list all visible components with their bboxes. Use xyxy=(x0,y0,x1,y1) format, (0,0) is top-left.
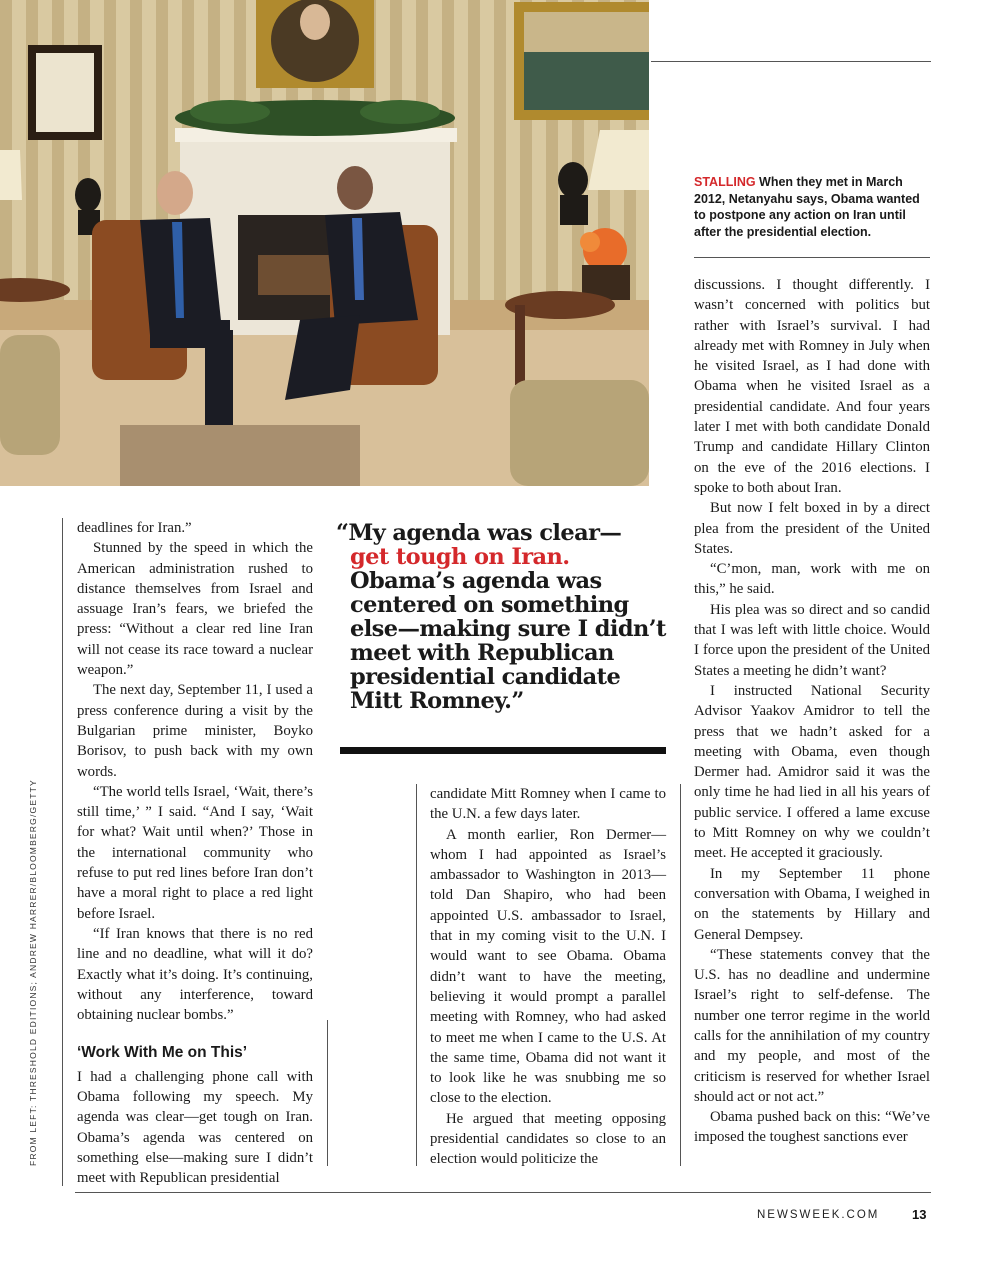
section-subhead: ‘Work With Me on This’ xyxy=(77,1044,248,1062)
paragraph: A month earlier, Ron Dermer—whom I had appointed as Israel’s ambassador to Washington in 2013—told Dan Shapiro, who had been appointed U.S. ambassador to Israel, that in my coming visit to the U.N. I would want to see Obama. Obama didn’t want to have the meeting, believing it would prompt a parallel meeting with Romney, who had asked to meet me when I came to the U.S. At the same time, Obama did not want it to look like he was snubbing me so close to the election. xyxy=(430,826,666,1107)
top-rule xyxy=(651,61,931,62)
paragraph: But now I felt boxed in by a direct plea from the president of the United States. xyxy=(694,500,930,557)
pull-quote xyxy=(336,521,666,713)
paragraph: He argued that meeting opposing presidential candidates so close to an election would politicize the xyxy=(430,1110,666,1168)
pull-quote-line: Obama’s agenda was centered on something else—making sure I didn’t meet with Republican presidential candidate Mitt Romney.” xyxy=(350,568,666,714)
column-divider xyxy=(680,784,681,1166)
article-column-3 xyxy=(694,275,930,1148)
paragraph: I had a challenging phone call with Obama following my speech. My agenda was clear—get tough on Iran. Obama’s agenda was centered on something else—making sure I didn’t meet with Republican presidential xyxy=(77,1068,313,1187)
article-column-2 xyxy=(430,784,666,1170)
oval-office-photo xyxy=(0,0,649,486)
paragraph: Stunned by the speed in which the American administration rushed to distance themselves from Israel and assuage Iran’s fears, we briefed the press: “Without a clear red line Iran will not cease its race toward a nuclear weapon.” xyxy=(77,540,313,679)
photo-credit: FROM LEFT: THRESHOLD EDITIONS; ANDREW HARRER/BLOOMBERG/GETTY xyxy=(28,779,38,1166)
footer-site-name: NEWSWEEK.COM xyxy=(757,1209,880,1221)
paragraph: Obama pushed back on this: “We’ve imposed the toughest sanctions ever xyxy=(694,1109,930,1146)
pull-quote-highlight: get tough on Iran. xyxy=(350,544,570,570)
paragraph: “The world tells Israel, ‘Wait, there’s still time,’ ” I said. “And I say, ‘Wait for what? Wait until when?’ Those in the international community who refuse to put red lines before Iran don’t have a moral right to place a red light before Israel. xyxy=(77,783,313,922)
photo-caption xyxy=(694,174,930,240)
paragraph: I instructed National Security Advisor Yaakov Amidror to tell the press that we hadn’t asked for a meeting with Obama, even though Dermer had. Amidror said it was the only time he had lied in all his years of public service. I offered a lame excuse to Mitt Romney on why we couldn’t meet. He accepted it graciously. xyxy=(694,682,930,862)
caption-text: When they met in March 2012, Netanyahu says, Obama wanted to postpone any action on Iran until after the presidential election. xyxy=(694,175,920,239)
page-number: 13 xyxy=(912,1207,927,1222)
column-divider xyxy=(416,784,417,1166)
paragraph: “These statements convey that the U.S. has no deadline and undermine Israel’s right to self-defense. The number one terror regime in the world calls for the annihilation of my country and my people, and most of the criticism is reserved for whether Israel should act or not act.” xyxy=(694,946,930,1105)
column-divider xyxy=(327,1020,328,1166)
pull-quote-line: “My agenda was clear— xyxy=(336,520,622,546)
paragraph: His plea was so direct and so candid that I was left with little choice. Would I force upon the president of the United States a meeting he didn’t want? xyxy=(694,601,930,679)
article-column-1 xyxy=(77,518,313,1189)
paragraph: The next day, September 11, I used a press conference during a visit by the Bulgarian prime minister, Boyko Borisov, to push back with my own words. xyxy=(77,682,313,780)
paragraph: discussions. I thought differently. I wasn’t concerned with politics but rather with Israel’s survival. I had already met with Romney in July when he visited Israel, as I had done with Obama when he visited Israel as a presidential candidate. And four years later I met with both candidate Donald Trump and candidate Hillary Clinton on the eve of the 2016 elections. I spoke to both about Iran. xyxy=(694,277,930,496)
paragraph: In my September 11 phone conversation with Obama, I weighed in on the statements by Hillary and General Dempsey. xyxy=(694,865,930,943)
pull-quote-bar xyxy=(340,747,666,754)
paragraph: “If Iran knows that there is no red line and no deadline, what will it do? Exactly what it’s doing. It’s continuing, without any interference, toward obtaining nuclear bombs.” xyxy=(77,925,313,1024)
paragraph: deadlines for Iran.” xyxy=(77,520,192,536)
paragraph: candidate Mitt Romney when I came to the U.N. a few days later. xyxy=(430,786,666,823)
caption-rule xyxy=(694,257,930,258)
caption-kicker: STALLING xyxy=(694,175,756,189)
left-margin-rule xyxy=(62,518,63,1186)
paragraph: “C’mon, man, work with me on this,” he said. xyxy=(694,561,930,598)
footer-rule xyxy=(75,1192,931,1193)
